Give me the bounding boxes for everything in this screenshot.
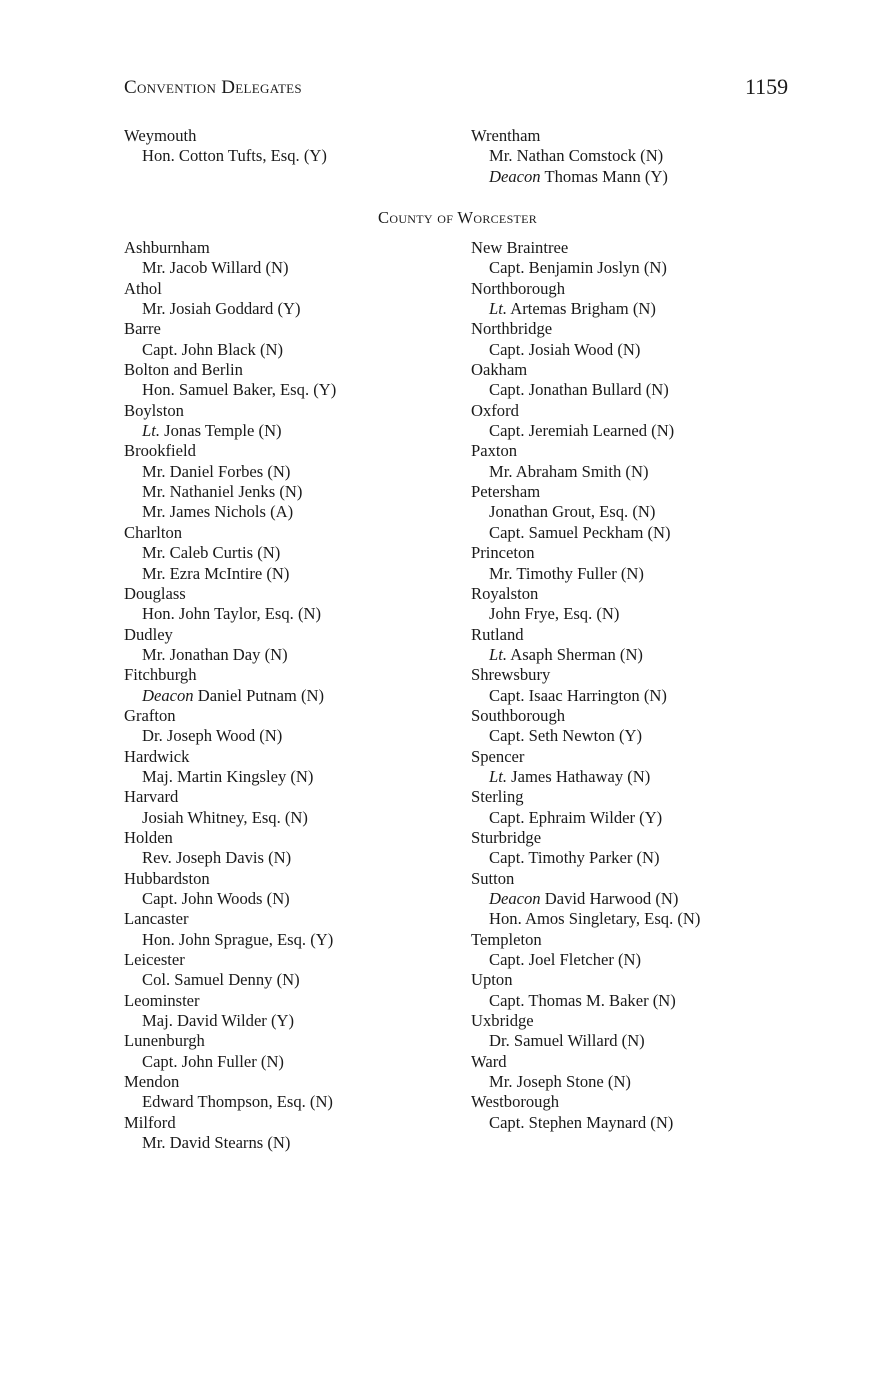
delegate-entry [471,167,668,187]
delegate-name: Capt. John Woods (N) [142,889,290,908]
delegate-entry [124,726,336,746]
town-name: Mendon [124,1072,180,1092]
town-name: Fitchburgh [124,665,197,685]
delegate-title: Deacon [489,889,541,908]
town-name: Lunenburgh [124,1031,205,1051]
town-name: Athol [124,278,162,298]
delegate-name: Capt. John Fuller (N) [142,1051,284,1071]
town-name: Charlton [124,522,183,542]
delegate-name: Edward Thompson, Esq. (N) [142,1092,333,1112]
delegate-name: Col. Samuel Denny (N) [142,970,300,990]
top-right-column [471,126,668,187]
delegate-name: Artemas Brigham (N) [507,299,656,319]
town-name: Petersham [471,482,541,502]
delegate-entry [124,340,336,360]
delegate-name: Mr. Jacob Willard (N) [142,258,289,278]
delegate-name: Mr. Nathan Comstock (N) [489,146,664,166]
delegate-name: Hon. Cotton Tufts, Esq. (Y) [142,146,327,166]
county-heading: County of Worcester [378,208,538,227]
delegate-entry [124,146,327,166]
left-delegate-column [124,238,336,1153]
delegate-entry [471,1072,700,1092]
delegate-entry [124,1092,336,1112]
delegate-name: Mr. David Stearns (N) [142,1133,291,1153]
running-head: Convention Delegates [124,77,302,98]
delegate-name: Josiah Whitney, Esq. (N) [142,807,308,827]
delegate-name: Mr. Daniel Forbes (N) [142,461,291,481]
delegate-name: Mr. Caleb Curtis (N) [142,543,281,563]
delegate-title: Lt. [489,766,507,786]
town-name: Northborough [471,278,566,298]
town-name: Milford [124,1112,176,1132]
delegate-entry [471,767,700,787]
town-name: Ward [471,1051,507,1071]
town-name: Hubbardston [124,868,210,888]
delegate-name: Capt. Thomas M. Baker (N) [489,990,676,1010]
delegate-name: Hon. Amos Singletary, Esq. (N) [489,909,701,929]
delegate-entry [471,848,700,868]
delegate-entry [471,645,700,665]
delegate-name: Mr. Timothy Fuller (N) [489,563,644,583]
delegate-name: Mr. Abraham Smith (N) [489,461,649,481]
delegate-name: Capt. Jonathan Bullard (N) [489,380,669,400]
delegate-entry [124,1133,336,1153]
delegate-name: Hon. John Sprague, Esq. (Y) [142,929,334,949]
delegate-entry [471,950,700,970]
page-number: 1159 [745,74,789,99]
town-name: Spencer [471,746,525,766]
delegate-name: Mr. James Nichols (A) [142,502,294,522]
delegate-name: Mr. Joseph Stone (N) [489,1072,631,1092]
delegate-entry [471,380,700,400]
town-name: Westborough [471,1092,560,1112]
town-name: Rutland [471,624,524,644]
delegate-name: Capt. Stephen Maynard (N) [489,1112,674,1132]
town-name: Holden [124,827,173,847]
town-name: Weymouth [124,126,197,145]
town-name: Bolton and Berlin [124,360,243,380]
town-name: Dudley [124,624,173,644]
delegate-entry [124,299,336,319]
delegate-name: Hon. John Taylor, Esq. (N) [142,604,321,624]
delegate-name: Mr. Nathaniel Jenks (N) [142,482,303,502]
town-name: Upton [471,970,513,990]
delegate-name: Hon. Samuel Baker, Esq. (Y) [142,380,337,400]
delegate-name: Capt. Isaac Harrington (N) [489,685,667,705]
delegate-name: Capt. Josiah Wood (N) [489,339,641,359]
town-name: New Braintree [471,238,569,257]
town-name: Templeton [471,929,542,949]
town-name: Leicester [124,950,185,970]
delegate-entry [471,686,700,706]
delegate-name: Mr. Jonathan Day (N) [142,644,288,664]
delegate-name: Jonas Temple (N) [160,421,282,441]
town-name: Oxford [471,400,519,420]
delegate-entry [124,686,336,706]
town-name: Grafton [124,705,176,725]
delegate-entry [471,258,700,278]
delegate-title: Lt. [489,299,507,319]
delegate-entry [124,930,336,950]
delegate-entry [471,604,700,624]
delegate-name: Thomas Mann (Y) [540,166,668,186]
delegate-entry [124,258,336,278]
delegate-entry [471,726,700,746]
delegate-entry [124,502,336,522]
delegate-entry [124,645,336,665]
town-name: Hardwick [124,746,190,766]
delegate-entry [124,564,336,584]
town-name: Harvard [124,787,179,807]
town-name: Oakham [471,360,528,380]
delegate-title: Lt. [489,644,507,664]
delegate-name: James Hathaway (N) [507,766,651,786]
delegate-name: Capt. Joel Fletcher (N) [489,950,642,970]
delegate-entry [124,421,336,441]
delegate-entry [124,543,336,563]
delegate-entry [471,502,700,522]
town-name: Sterling [471,787,524,807]
delegate-name: Capt. Jeremiah Learned (N) [489,421,675,441]
delegate-entry [471,462,700,482]
delegate-name: Maj. Martin Kingsley (N) [142,766,314,786]
delegate-name: Jonathan Grout, Esq. (N) [489,502,656,522]
delegate-name: Dr. Joseph Wood (N) [142,726,283,746]
delegate-entry [124,889,336,909]
delegate-title: Deacon [489,166,541,186]
delegate-entry [471,340,700,360]
delegate-entry [124,462,336,482]
delegate-entry [124,380,336,400]
town-name: Sutton [471,868,515,888]
delegate-name: David Harwood (N) [540,889,679,908]
delegate-name: Dr. Samuel Willard (N) [489,1031,645,1051]
town-name: Leominster [124,990,200,1010]
town-name: Wrentham [471,126,541,145]
delegate-name: Mr. Josiah Goddard (Y) [142,299,301,319]
town-name: Southborough [471,705,566,725]
delegate-entry [471,909,700,929]
delegate-name: John Frye, Esq. (N) [489,604,620,624]
delegate-name: Capt. Ephraim Wilder (Y) [489,807,663,827]
delegate-name: Capt. Timothy Parker (N) [489,848,660,868]
delegate-name: Maj. David Wilder (Y) [142,1011,295,1031]
delegate-entry [124,1011,336,1031]
delegate-name: Capt. Seth Newton (Y) [489,726,643,746]
town-name: Sturbridge [471,827,542,847]
delegate-name: Capt. Benjamin Joslyn (N) [489,258,667,278]
delegate-entry [471,146,668,166]
town-name: Barre [124,319,161,339]
delegate-entry [471,523,700,543]
town-name: Douglass [124,583,186,603]
delegate-entry [471,564,700,584]
town-name: Ashburnham [124,238,210,257]
delegate-entry [471,991,700,1011]
delegate-entry [471,889,700,909]
right-delegate-column [471,238,700,1133]
delegate-name: Asaph Sherman (N) [507,644,643,664]
town-name: Uxbridge [471,1011,534,1031]
town-name: Royalston [471,583,539,603]
town-name: Northbridge [471,319,553,339]
delegate-entry [124,1052,336,1072]
delegate-entry [471,1031,700,1051]
delegate-entry [124,970,336,990]
delegate-entry [124,808,336,828]
delegate-name: Mr. Ezra McIntire (N) [142,563,290,583]
delegate-name: Daniel Putnam (N) [193,685,325,705]
delegate-entry [124,767,336,787]
delegate-name: Capt. Samuel Peckham (N) [489,522,671,542]
delegate-entry [124,482,336,502]
top-left-column [124,126,327,167]
town-name: Shrewsbury [471,665,551,685]
town-name: Paxton [471,441,518,461]
delegate-entry [471,421,700,441]
town-name: Lancaster [124,909,189,929]
town-name: Brookfield [124,441,196,461]
delegate-entry [124,848,336,868]
town-name: Boylston [124,400,184,420]
delegate-entry [124,604,336,624]
delegate-entry [471,1113,700,1133]
delegate-title: Lt. [142,421,160,441]
delegate-name: Capt. John Black (N) [142,339,284,359]
delegate-name: Rev. Joseph Davis (N) [142,848,292,868]
delegate-entry [471,808,700,828]
town-name: Princeton [471,543,535,563]
delegate-title: Deacon [142,685,194,705]
delegate-entry [471,299,700,319]
